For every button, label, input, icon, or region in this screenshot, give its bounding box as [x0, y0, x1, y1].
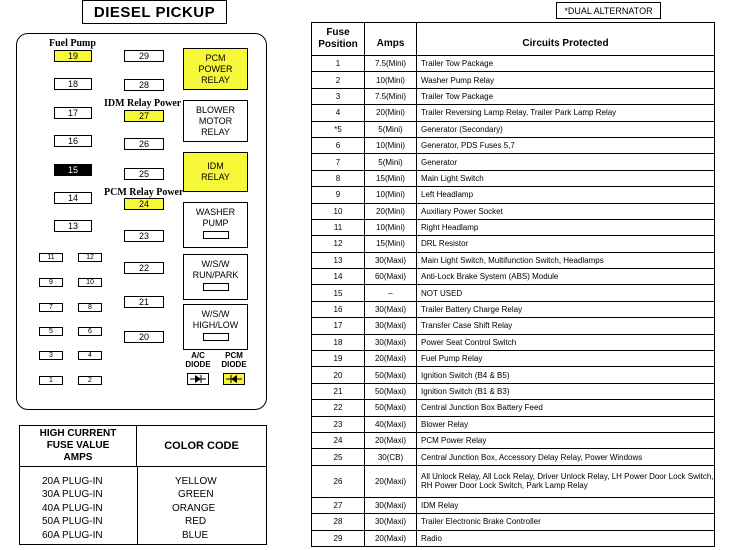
position-cell: *5 — [312, 121, 365, 137]
relay-slot — [203, 333, 229, 341]
circuit-cell: Power Seat Control Switch — [417, 334, 715, 350]
relay-label: W/S/W — [201, 309, 230, 319]
position-cell: 10 — [312, 203, 365, 219]
diagram-title: DIESEL PICKUP — [82, 0, 227, 24]
table-row — [312, 449, 715, 465]
circuit-cell: Central Junction Box Battery Feed — [417, 400, 715, 416]
position-cell: 9 — [312, 187, 365, 203]
relay-label: PUMP — [202, 218, 229, 228]
fuse-position-table — [311, 22, 715, 547]
circuit-cell: Trailer Tow Package — [417, 88, 715, 104]
ac-diode-label — [181, 351, 215, 369]
circuit-cell: Anti-Lock Brake System (ABS) Module — [417, 269, 715, 285]
fuse-16: 16 — [54, 135, 92, 147]
washer-pump-relay — [183, 202, 248, 248]
amps-cell: 30(Maxi) — [365, 334, 417, 350]
amps-cell: 10(Mini) — [365, 187, 417, 203]
position-cell: 14 — [312, 269, 365, 285]
position-cell: 23 — [312, 416, 365, 432]
position-cell: 22 — [312, 400, 365, 416]
pcm-diode-label — [217, 351, 251, 369]
color-row — [20, 476, 266, 489]
circuit-cell: Trailer Battery Charge Relay — [417, 301, 715, 317]
amps-cell: 7.5(Mini) — [365, 56, 417, 72]
diode-label-line: DIODE — [185, 360, 211, 369]
circuit-cell: Main Light Switch, Multifunction Switch, Headlamps — [417, 252, 715, 268]
fuse-15: 15 — [54, 164, 92, 176]
table-row — [312, 56, 715, 72]
diode-label-line: PCM — [225, 351, 243, 360]
circuit-cell: PCM Power Relay — [417, 432, 715, 448]
header-line: Position — [318, 39, 358, 50]
position-cell: 7 — [312, 154, 365, 170]
circuit-cell: Radio — [417, 530, 715, 546]
table-row — [312, 497, 715, 513]
header-line: AMPS — [63, 452, 93, 463]
amps-cell: 20(Maxi) — [365, 351, 417, 367]
amps-cell: 40(Maxi) — [365, 416, 417, 432]
fuse-27: 27 — [124, 110, 164, 122]
position-cell: 18 — [312, 334, 365, 350]
table-row — [312, 154, 715, 170]
position-cell: 12 — [312, 236, 365, 252]
position-cell: 13 — [312, 252, 365, 268]
table-row — [312, 269, 715, 285]
circuits-header: Circuits Protected — [417, 23, 715, 56]
amps-cell: 50(Maxi) — [365, 367, 417, 383]
color-row — [20, 530, 266, 543]
amps-cell: 60A PLUG-IN — [42, 530, 103, 541]
diode-symbol-icon — [190, 375, 206, 383]
amps-cell: 50A PLUG-IN — [42, 516, 103, 527]
fuse-18: 18 — [54, 78, 92, 90]
fuse-position-header — [312, 23, 365, 56]
pcm-diode — [223, 373, 245, 385]
fuse-3: 3 — [39, 351, 63, 360]
circuit-cell: Washer Pump Relay — [417, 72, 715, 88]
amps-cell: 20(Mini) — [365, 203, 417, 219]
circuit-cell: Transfer Case Shift Relay — [417, 318, 715, 334]
color-cell: BLUE — [182, 530, 209, 541]
circuit-cell: Trailer Tow Package — [417, 56, 715, 72]
color-cell: ORANGE — [172, 503, 216, 514]
fuse-23: 23 — [124, 230, 164, 242]
fuse-8: 8 — [78, 303, 102, 312]
amps-cell: 30A PLUG-IN — [42, 489, 103, 500]
position-cell: 21 — [312, 383, 365, 399]
table-row — [312, 203, 715, 219]
amps-cell: 50(Maxi) — [365, 400, 417, 416]
amps-cell: 15(Mini) — [365, 236, 417, 252]
fuel-pump-label: Fuel Pump — [49, 38, 96, 49]
fuse-13: 13 — [54, 220, 92, 232]
amps-cell: 15(Mini) — [365, 170, 417, 186]
fuse-10: 10 — [78, 278, 102, 287]
amps-cell: 30(Maxi) — [365, 252, 417, 268]
circuit-cell: Fuel Pump Relay — [417, 351, 715, 367]
table-row — [312, 236, 715, 252]
amps-header: Amps — [365, 23, 417, 56]
position-cell: 26 — [312, 465, 365, 497]
position-cell: 11 — [312, 219, 365, 235]
fuse-22: 22 — [124, 262, 164, 274]
fuse-2: 2 — [78, 376, 102, 385]
amps-cell: – — [365, 285, 417, 301]
color-table-header-left — [20, 426, 137, 467]
amps-cell: 5(Mini) — [365, 121, 417, 137]
header-line: Fuse — [326, 27, 350, 38]
amps-cell: 10(Mini) — [365, 72, 417, 88]
color-cell: YELLOW — [175, 476, 217, 487]
circuit-cell: Right Headlamp — [417, 219, 715, 235]
position-cell: 2 — [312, 72, 365, 88]
fuse-1: 1 — [39, 376, 63, 385]
position-cell: 8 — [312, 170, 365, 186]
table-row — [312, 170, 715, 186]
dual-alternator-note: *DUAL ALTERNATOR — [556, 2, 661, 19]
position-cell: 6 — [312, 137, 365, 153]
table-row — [312, 530, 715, 546]
circuit-cell: Main Light Switch — [417, 170, 715, 186]
fuse-17: 17 — [54, 107, 92, 119]
amps-cell: 5(Mini) — [365, 154, 417, 170]
table-row — [312, 121, 715, 137]
position-cell: 17 — [312, 318, 365, 334]
circuit-cell: Generator — [417, 154, 715, 170]
relay-label: POWER — [198, 63, 233, 74]
fuse-21: 21 — [124, 296, 164, 308]
circuit-cell: Auxiliary Power Socket — [417, 203, 715, 219]
table-row — [312, 72, 715, 88]
table-row — [312, 514, 715, 530]
table-row — [312, 88, 715, 104]
amps-cell: 50(Maxi) — [365, 383, 417, 399]
color-row — [20, 516, 266, 529]
table-row — [312, 400, 715, 416]
relay-label: PCM — [205, 52, 226, 63]
table-row — [312, 105, 715, 121]
idm-relay-power-label: IDM Relay Power — [104, 98, 182, 109]
amps-cell: 30(Maxi) — [365, 497, 417, 513]
circuit-cell: Generator (Secondary) — [417, 121, 715, 137]
table-row — [312, 187, 715, 203]
table-row — [312, 351, 715, 367]
table-row — [312, 432, 715, 448]
pcm-relay-power-label: PCM Relay Power — [104, 187, 184, 198]
wsw-runpark-relay — [183, 254, 248, 300]
circuit-cell: Ignition Switch (B1 & B3) — [417, 383, 715, 399]
amps-cell: 20(Mini) — [365, 105, 417, 121]
fuse-19: 19 — [54, 50, 92, 62]
fuse-11: 11 — [39, 253, 63, 262]
amps-cell: 7.5(Mini) — [365, 88, 417, 104]
circuit-cell: Central Junction Box, Accessory Delay Relay, Power Windows — [417, 449, 715, 465]
header-line: FUSE VALUE — [46, 440, 110, 451]
circuit-cell: All Unlock Relay, All Lock Relay, Driver Unlock Relay, LH Power Door Lock Switch, RH Power Door Lock Switch, Park Lamp Relay — [417, 465, 715, 497]
relay-slot — [203, 283, 229, 291]
position-cell: 25 — [312, 449, 365, 465]
amps-cell: 10(Mini) — [365, 219, 417, 235]
table-row — [312, 334, 715, 350]
fuse-26: 26 — [124, 138, 164, 150]
circuit-cell: Ignition Switch (B4 & B5) — [417, 367, 715, 383]
amps-cell: 30(Maxi) — [365, 318, 417, 334]
table-row — [312, 416, 715, 432]
relay-label: RUN/PARK — [192, 270, 239, 280]
circuit-cell: DRL Resistor — [417, 236, 715, 252]
header-line: HIGH CURRENT — [39, 428, 117, 439]
relay-slot — [203, 231, 229, 239]
color-code-table — [19, 425, 267, 545]
table-row — [312, 137, 715, 153]
position-cell: 24 — [312, 432, 365, 448]
color-row — [20, 503, 266, 516]
amps-cell: 40A PLUG-IN — [42, 503, 103, 514]
amps-cell: 30(CB) — [365, 449, 417, 465]
color-table-header-right: COLOR CODE — [137, 426, 266, 467]
fuse-panel — [16, 33, 267, 410]
circuit-cell: Blower Relay — [417, 416, 715, 432]
position-cell: 28 — [312, 514, 365, 530]
position-cell: 3 — [312, 88, 365, 104]
relay-label: RELAY — [201, 126, 230, 137]
position-cell: 19 — [312, 351, 365, 367]
position-cell: 20 — [312, 367, 365, 383]
amps-cell: 20(Maxi) — [365, 530, 417, 546]
table-header-row — [312, 23, 715, 56]
circuit-cell: IDM Relay — [417, 497, 715, 513]
table-row — [312, 301, 715, 317]
fuse-20: 20 — [124, 331, 164, 343]
relay-label: IDM — [207, 161, 224, 171]
amps-cell: 20A PLUG-IN — [42, 476, 103, 487]
relay-label: MOTOR — [198, 115, 233, 126]
amps-cell: 20(Maxi) — [365, 432, 417, 448]
fuse-29: 29 — [124, 50, 164, 62]
table-row — [312, 367, 715, 383]
position-cell: 29 — [312, 530, 365, 546]
circuit-cell: Trailer Electronic Brake Controller — [417, 514, 715, 530]
fuse-12: 12 — [78, 253, 102, 262]
amps-cell: 30(Maxi) — [365, 514, 417, 530]
fuse-24: 24 — [124, 198, 164, 210]
blower-motor-relay — [183, 100, 248, 142]
circuit-cell: NOT USED — [417, 285, 715, 301]
table-row — [312, 252, 715, 268]
position-cell: 16 — [312, 301, 365, 317]
position-cell: 1 — [312, 56, 365, 72]
circuit-cell: Trailer Reversing Lamp Relay, Trailer Park Lamp Relay — [417, 105, 715, 121]
fuse-14: 14 — [54, 192, 92, 204]
color-row — [20, 489, 266, 502]
position-cell: 4 — [312, 105, 365, 121]
diode-symbol-icon — [226, 375, 242, 383]
amps-cell: 10(Mini) — [365, 137, 417, 153]
table-row — [312, 285, 715, 301]
idm-relay — [183, 152, 248, 192]
amps-cell: 60(Maxi) — [365, 269, 417, 285]
fuse-6: 6 — [78, 327, 102, 336]
circuit-cell: Left Headlamp — [417, 187, 715, 203]
position-cell: 27 — [312, 497, 365, 513]
color-cell: RED — [185, 516, 207, 527]
relay-label: RELAY — [201, 74, 230, 85]
diode-label-line: DIODE — [221, 360, 247, 369]
relay-label: HIGH/LOW — [192, 320, 239, 330]
diode-label-line: A/C — [191, 351, 205, 360]
fuse-9: 9 — [39, 278, 63, 287]
table-row — [312, 318, 715, 334]
table-row — [312, 383, 715, 399]
table-row — [312, 219, 715, 235]
color-cell: GREEN — [178, 489, 214, 500]
relay-label: RELAY — [201, 172, 230, 182]
relay-label: BLOWER — [195, 104, 235, 115]
fuse-28: 28 — [124, 79, 164, 91]
amps-cell: 30(Maxi) — [365, 301, 417, 317]
amps-cell: 20(Maxi) — [365, 465, 417, 497]
ac-diode — [187, 373, 209, 385]
fuse-4: 4 — [78, 351, 102, 360]
position-cell: 15 — [312, 285, 365, 301]
fuse-5: 5 — [39, 327, 63, 336]
relay-label: WASHER — [195, 207, 236, 217]
pcm-power-relay — [183, 48, 248, 90]
wsw-highlow-relay — [183, 304, 248, 350]
relay-label: W/S/W — [201, 259, 230, 269]
fuse-7: 7 — [39, 303, 63, 312]
circuit-cell: Generator, PDS Fuses 5,7 — [417, 137, 715, 153]
fuse-25: 25 — [124, 168, 164, 180]
table-row — [312, 465, 715, 497]
